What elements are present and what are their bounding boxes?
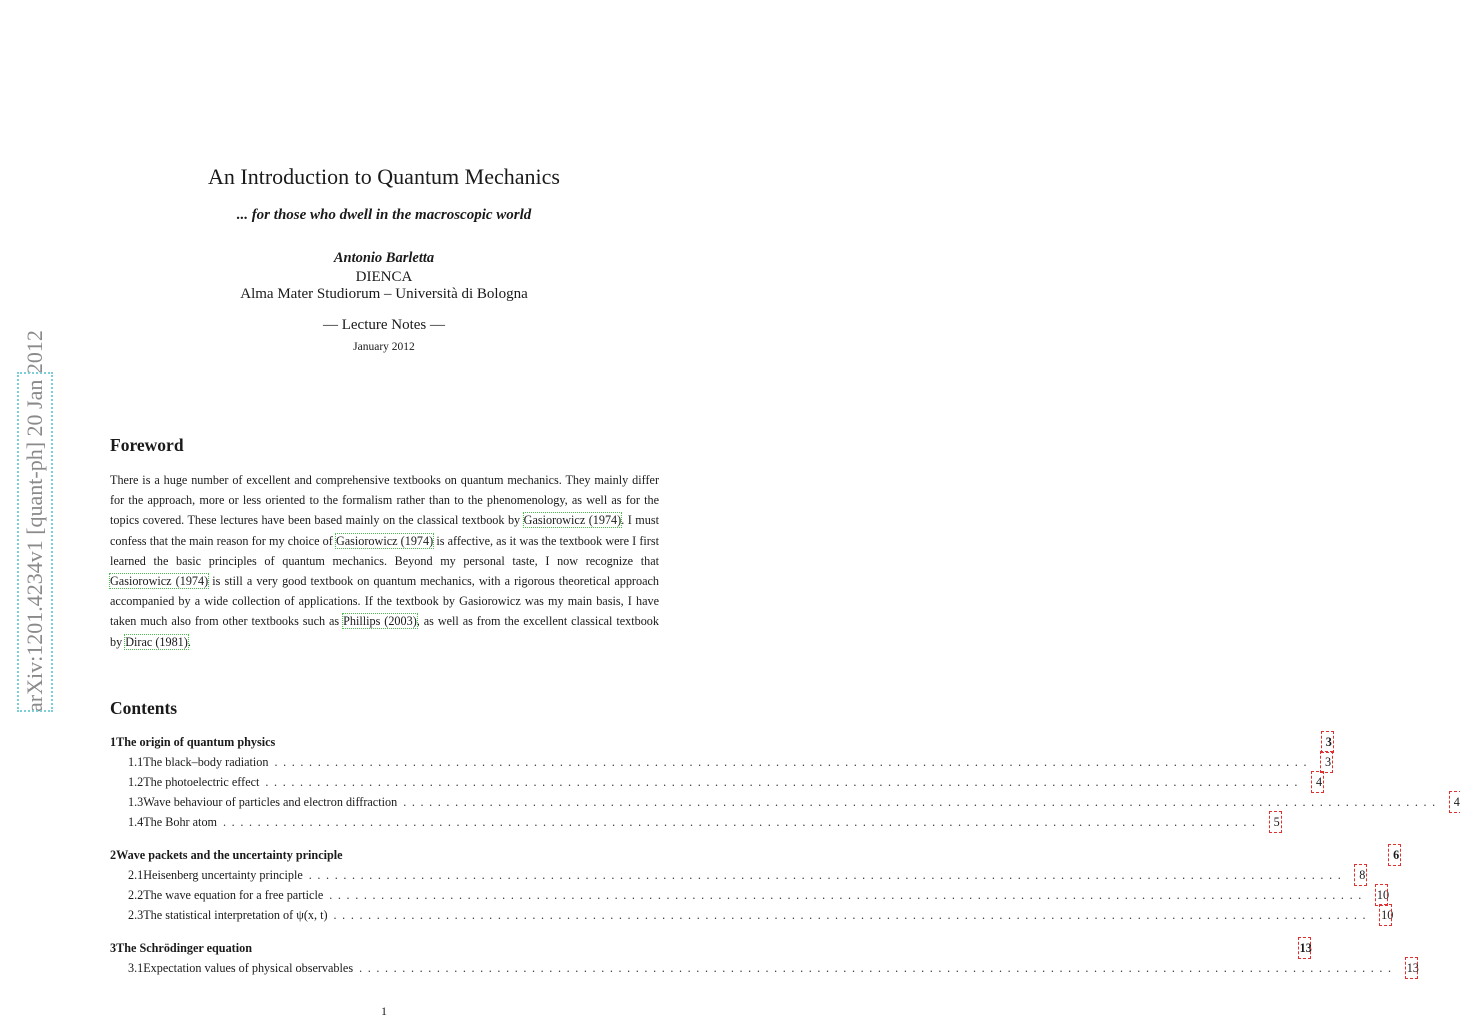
toc-section-entry[interactable]: [110, 846, 1400, 864]
paper-subtitle: ... for those who dwell in the macroscopic world: [236, 207, 532, 223]
toc-entry-title: The Bohr atom: [143, 815, 218, 829]
toc-entry-number: 2.2: [128, 888, 144, 902]
toc-page-link[interactable]: 3: [1322, 753, 1331, 771]
toc-section-entry[interactable]: [110, 733, 1332, 751]
toc-entry-number: 1: [110, 735, 117, 749]
toc-entry-number: 1.4: [128, 815, 144, 829]
toc-dot-leader: [252, 939, 1290, 957]
foreword-text: , as well as from the excellent classical textbook by: [110, 614, 659, 649]
affiliation-dept: DIENCA: [355, 269, 413, 285]
contents-heading: Contents: [110, 698, 178, 718]
toc-dot-leader: ........................................................................................................................: [359, 961, 1397, 975]
date: January 2012: [353, 341, 415, 353]
toc-subsection-entry[interactable]: [110, 773, 1323, 791]
toc-entry-title: The photoelectric effect: [143, 775, 260, 789]
foreword-paragraph: [110, 470, 659, 652]
toc-entry-title: Wave packets and the uncertainty principle: [116, 848, 343, 862]
toc-entry-number: 1.3: [128, 795, 144, 809]
citation-link[interactable]: Dirac (1981): [125, 634, 188, 649]
toc-dot-leader: ........................................................................................................................: [274, 755, 1313, 769]
toc-entry-title: Heisenberg uncertainty principle: [143, 868, 303, 882]
toc-dot-leader: ........................................................................................................................: [403, 795, 1441, 809]
toc-page-link[interactable]: 4: [1451, 793, 1460, 811]
toc-entry-title: The Schrödinger equation: [116, 941, 252, 955]
toc-entry-title: The black–body radiation: [143, 755, 269, 769]
toc-subsection-entry[interactable]: [110, 753, 1332, 771]
toc-entry-title: The wave equation for a free particle: [143, 888, 324, 902]
paper-title: An Introduction to Quantum Mechanics: [208, 164, 560, 189]
foreword-text: .: [187, 634, 191, 649]
toc-entry-number: 3: [110, 941, 117, 955]
toc-dot-leader: ........................................................................................................................: [329, 888, 1367, 902]
toc-page-link[interactable]: 5: [1271, 813, 1280, 831]
toc-subsection-entry[interactable]: [110, 959, 1419, 977]
toc-dot-leader: [343, 846, 1381, 864]
toc-page-link[interactable]: 10: [1376, 888, 1390, 902]
affiliation: [0, 269, 768, 303]
toc-subsection-entry[interactable]: [110, 866, 1366, 884]
arxiv-side-stamp[interactable]: arXiv:1201.4234v1 [quant-ph] 20 Jan 2012: [17, 372, 53, 712]
toc-dot-leader: ........................................................................................................................: [333, 908, 1372, 922]
toc-entry-title: The statistical interpretation of ψ(x, t): [143, 908, 328, 922]
page-number: 1: [381, 1004, 387, 1018]
toc-entry-title: Expectation values of physical observables: [143, 961, 354, 975]
toc-subsection-entry[interactable]: [110, 793, 1460, 811]
foreword-text: . I must confess that the main reason for my choice of: [110, 513, 659, 548]
citation-link[interactable]: Gasiorowicz (1974): [523, 513, 622, 528]
citation-link[interactable]: Gasiorowicz (1974): [110, 574, 209, 589]
toc-entry-number: 2.3: [128, 908, 144, 922]
foreword-text: There is a huge number of excellent and comprehensive textbooks on quantum mechanics. They mainly differ for the approach, more or less oriented to the formalism rather than to the phenomenology, as well as for the topics covered. These lectures have been based mainly on the classical textbook by: [110, 473, 659, 528]
toc-entry-number: 2: [110, 848, 117, 862]
foreword-text: is still a very good textbook on quantum mechanics, with a rigorous theoretical approach accompanied by a wide collection of applications. If the textbook by Gasiorowicz was my main basis, I have taken much also from other textbooks such as: [110, 574, 659, 629]
lecture-notes-label: — Lecture Notes —: [322, 317, 446, 333]
toc-entry-number: 1.2: [128, 775, 144, 789]
toc-page-link[interactable]: 3: [1323, 733, 1332, 751]
toc-dot-leader: ........................................................................................................................: [308, 868, 1347, 882]
toc-subsection-entry[interactable]: [110, 886, 1390, 904]
foreword-heading: Foreword: [110, 435, 184, 455]
citation-link[interactable]: Phillips (2003): [343, 614, 417, 629]
toc-entry-title: The origin of quantum physics: [116, 735, 276, 749]
toc-dot-leader: ........................................................................................................................: [223, 815, 1261, 829]
toc-dot-leader: ........................................................................................................................: [265, 775, 1304, 789]
toc-page-link[interactable]: 6: [1390, 846, 1399, 864]
toc-entry-number: 3.1: [128, 961, 144, 975]
toc-page-link[interactable]: 13: [1406, 961, 1419, 975]
toc-entry-title: Wave behaviour of particles and electron diffraction: [143, 795, 398, 809]
toc-page-link[interactable]: 13: [1299, 941, 1312, 955]
toc-entry-number: 2.1: [128, 868, 144, 882]
toc-subsection-entry[interactable]: [110, 906, 1394, 924]
foreword-text: is affective, as it was the textbook were I first learned the basic principles of quantum mechanics. Beyond my personal taste, I now recognize that: [110, 533, 659, 568]
toc-entry-number: 1.1: [128, 755, 144, 769]
toc-page-link[interactable]: 8: [1356, 866, 1365, 884]
toc-page-link[interactable]: 4: [1313, 773, 1322, 791]
toc-dot-leader: [275, 733, 1313, 751]
toc-subsection-entry[interactable]: [110, 813, 1280, 831]
author-name: Antonio Barletta: [333, 250, 435, 266]
affiliation-university: Alma Mater Studiorum – Università di Bologna: [240, 286, 528, 302]
citation-link[interactable]: Gasiorowicz (1974): [335, 533, 434, 548]
toc-page-link[interactable]: 10: [1381, 908, 1394, 922]
toc-section-entry[interactable]: [110, 939, 1312, 957]
